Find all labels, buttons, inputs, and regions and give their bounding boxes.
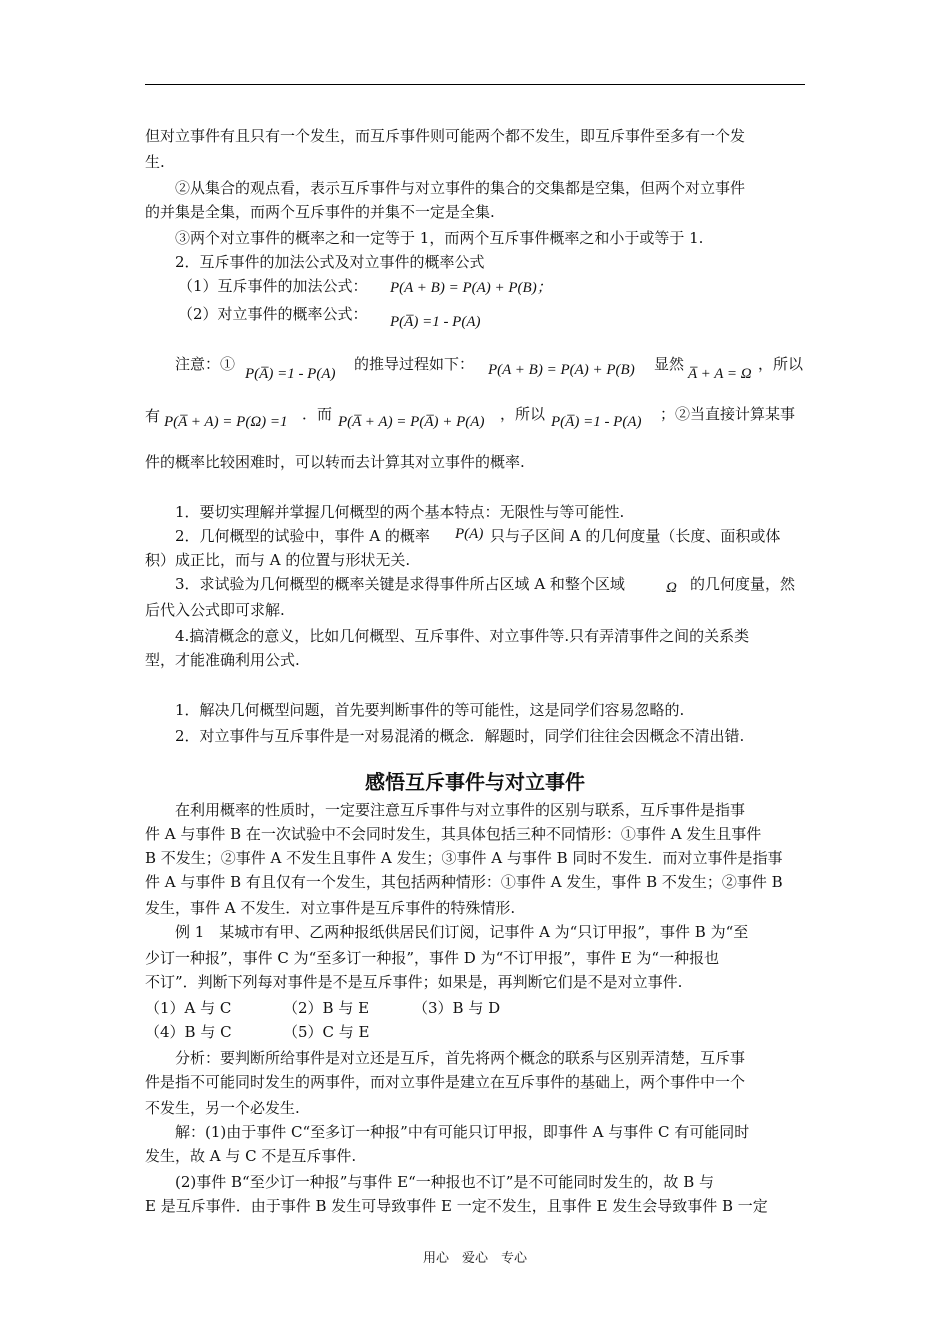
text-line: 1．解决几何概型问题，首先要判断事件的等可能性，这是同学们容易忽略的. [175,701,685,719]
formula-complement: P(A̅) =1 - P(A) [551,414,642,430]
text-line: 件 A 与事件 B 在一次试验中不会同时发生，其具体包括三种不同情形：①事件 A 发生且事件 [145,825,762,843]
formula-addition: P(A + B) = P(A) + P(B)； [390,280,552,296]
text-line: ，所以 [500,405,546,423]
text-line: 2．对立事件与互斥事件是一对易混淆的概念．解题时，同学们往往会因概念不清出错. [175,727,745,745]
text-line: ．而 [302,405,333,423]
text-line: ；②当直接计算某事 [660,405,796,423]
text-line: E 是互斥事件．由于事件 B 发生可导致事件 E 一定不发生，且事件 E 发生会导致事件 B 一定 [145,1197,768,1215]
text-line: 不发生，另一个必发生. [145,1099,300,1117]
text-line: 的推导过程如下： [354,355,475,373]
text-line: ②从集合的观点看，表示互斥事件与对立事件的集合的交集都是空集，但两个对立事件 [175,179,746,197]
text-line: B 不发生；②事件 A 不发生且事件 A 发生；③事件 A 与事件 B 同时不发生．而对立事件是指事 [145,849,783,867]
text-line: 件的概率比较困难时，可以转而去计算其对立事件的概率. [145,453,525,471]
option-item: （2）B 与 E [283,999,370,1017]
formula-omega: P(A̅ + A) = P(Ω) =1 [164,414,288,430]
text-line: 4.搞清概念的意义，比如几何概型、互斥事件、对立事件等.只有弄清事件之间的关系类 [175,627,750,645]
header-rule [145,84,805,85]
text-line: ，所以 [758,355,804,373]
text-line: 分析：要判断所给事件是对立还是互斥，首先将两个概念的联系与区别弄清楚，互斥事 [175,1049,746,1067]
text-line: 有 [145,407,161,425]
text-line: 生. [145,153,165,171]
text-line: 积）成正比，而与 A 的位置与形状无关. [145,551,411,569]
text-line: 件 A 与事件 B 有且仅有一个发生，其包括两种情形：①事件 A 发生，事件 B 不发生；②事件 B [145,873,783,891]
text-line: 例 1 某城市有甲、乙两种报纸供居民们订阅，记事件 A 为“只订甲报”，事件 B 为“至 [175,923,749,941]
formula-omega-symbol: Ω [666,580,677,596]
option-item: （1）A 与 C [145,999,232,1017]
section-title: 感悟互斥事件与对立事件 [365,770,585,794]
option-item: （3）B 与 D [413,999,501,1017]
text-line: （2）对立事件的概率公式： [178,305,368,323]
formula-union: A̅ + A = Ω [688,366,752,382]
text-line: 的并集是全集，而两个互斥事件的并集不一定是全集. [145,203,495,221]
text-line: 发生，故 A 与 C 不是互斥事件. [145,1147,357,1165]
text-line: 后代入公式即可求解. [145,601,285,619]
text-line: （1）互斥事件的加法公式： [178,277,368,295]
page-footer: 用心 爱心 专心 [422,1251,527,1266]
formula-complement: P(A̅) =1 - P(A) [245,366,336,382]
text-line: 少订一种报”，事件 C 为“至多订一种报”，事件 D 为“不订甲报”，事件 E 为“一种报也 [145,949,720,967]
text-line: 3．求试验为几何概型的概率关键是求得事件所占区域 A 和整个区域 [175,575,625,593]
formula-addition: P(A + B) = P(A) + P(B) [488,362,635,378]
formula-sum: P(A̅ + A) = P(A̅) + P(A) [338,414,485,430]
text-line: 型，才能准确利用公式. [145,651,300,669]
text-line: 只与子区间 A 的几何度量（长度、面积或体 [490,527,781,545]
text-line: 2．几何概型的试验中，事件 A 的概率 [175,527,430,545]
text-line: 件是指不可能同时发生的两事件，而对立事件是建立在互斥事件的基础上，两个事件中一个 [145,1073,746,1091]
text-line: 发生，事件 A 不发生．对立事件是互斥事件的特殊情形. [145,899,516,917]
option-item: （5）C 与 E [283,1023,370,1041]
text-line: ③两个对立事件的概率之和一定等于 1，而两个互斥事件概率之和小于或等于 1. [175,229,704,247]
text-line: (2)事件 B“至少订一种报”与事件 E“一种报也不订”是不可能同时发生的，故 B 与 [175,1173,714,1191]
text-line: 的几何度量，然 [690,575,796,593]
formula-pa: P(A) [455,526,484,542]
option-item: （4）B 与 C [145,1023,232,1041]
text-line: 显然 [654,355,685,373]
text-line: 1．要切实理解并掌握几何概型的两个基本特点：无限性与等可能性. [175,503,625,521]
text-line: 但对立事件有且只有一个发生，而互斥事件则可能两个都不发生，即互斥事件至多有一个发 [145,127,746,145]
text-line: 在利用概率的性质时，一定要注意互斥事件与对立事件的区别与联系，互斥事件是指事 [175,801,746,819]
text-line: 不订”．判断下列每对事件是不是互斥事件；如果是，再判断它们是不是对立事件. [145,973,683,991]
formula-complement: P(A̅) =1 - P(A) [390,314,481,330]
text-line: 注意：① [175,355,236,373]
text-line: 2．互斥事件的加法公式及对立事件的概率公式 [175,253,485,271]
text-line: 解：(1)由于事件 C“至多订一种报”中有可能只订甲报，即事件 A 与事件 C 有可能同时 [175,1123,750,1141]
